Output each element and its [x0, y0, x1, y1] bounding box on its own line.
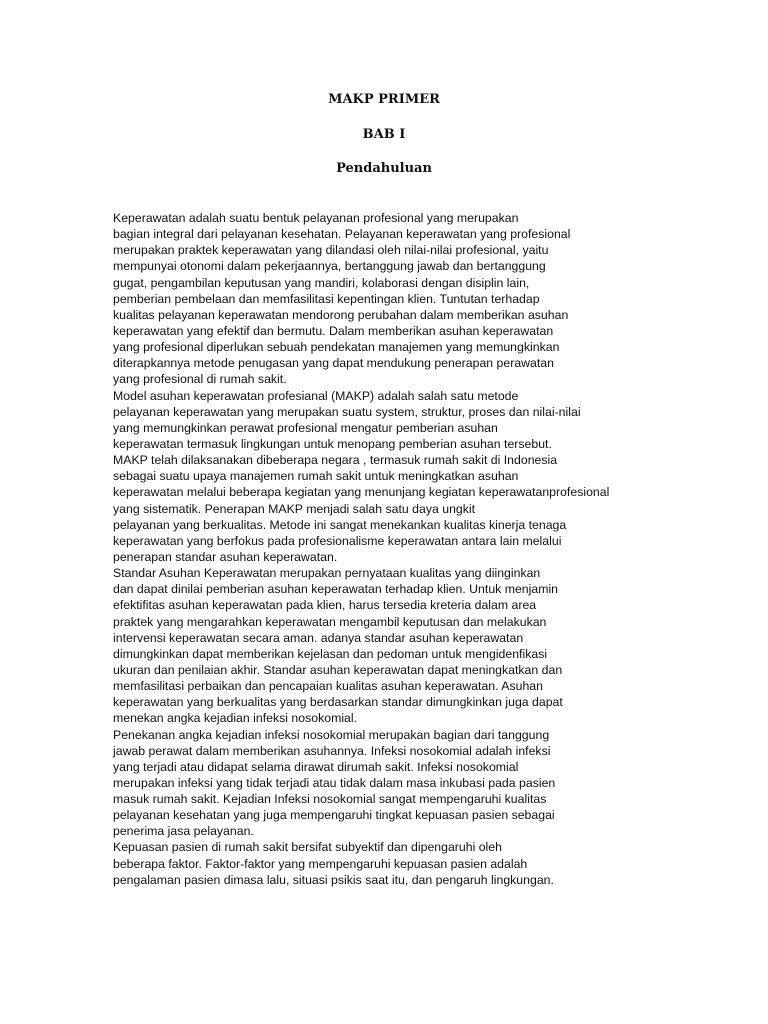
- text-line: diterapkannya metode penugasan yang dapat mendukung penerapan perawatan: [113, 356, 554, 371]
- text-line: dimungkinkan dapat memberikan kejelasan dan pedoman untuk mengidenfikasi: [113, 646, 548, 661]
- text-line: sebagai suatu upaya manajemen rumah sakit untuk meningkatkan asuhan: [113, 469, 519, 484]
- text-line: keperawatan yang berfokus pada profesionalisme keperawatan antara lain melalui: [113, 533, 562, 548]
- text-line: keperawatan yang berkualitas yang berdasarkan standar dimungkinkan juga dapat: [113, 695, 563, 710]
- text-line: beberapa faktor. Faktor-faktor yang mempengaruhi kepuasan pasien adalah: [113, 856, 528, 871]
- text-line: efektifitas asuhan keperawatan pada klien, harus tersedia kreteria dalam area: [113, 598, 537, 613]
- text-line: pelayanan kesehatan yang juga mempengaruhi tingkat kepuasan pasien sebagai: [113, 808, 555, 823]
- text-line: Kepuasan pasien di rumah sakit bersifat subyektif dan dipengaruhi oleh: [113, 840, 502, 855]
- text-line: kualitas pelayanan keperawatan mendorong perubahan dalam memberikan asuhan: [113, 307, 569, 322]
- text-line: yang memungkinkan perawat profesional mengatur pemberian asuhan: [113, 420, 498, 435]
- document-title: MAKP PRIMER: [328, 92, 440, 107]
- text-line: Standar Asuhan Keperawatan merupakan pernyataan kualitas yang diinginkan: [113, 566, 541, 581]
- text-line: memfasilitasi perbaikan dan pencapaian kualitas asuhan keperawatan. Asuhan: [113, 679, 543, 694]
- text-line: masuk rumah sakit. Kejadian Infeksi nosokomial sangat mempengaruhi kualitas: [113, 792, 547, 807]
- text-line: bagian integral dari pelayanan kesehatan. Pelayanan keperawatan yang profesional: [113, 227, 571, 242]
- chapter-heading: BAB I: [362, 127, 406, 142]
- text-line: dan dapat dinilai pemberian asuhan keperawatan terhadap klien. Untuk menjamin: [113, 582, 559, 597]
- text-line: pelayanan yang berkualitas. Metode ini sangat menekankan kualitas kinerja tenaga: [113, 517, 567, 532]
- text-line: menekan angka kejadian infeksi nosokomial.: [113, 711, 358, 726]
- text-line: intervensi keperawatan secara aman. adanya standar asuhan keperawatan: [113, 630, 524, 645]
- text-line: keperawatan melalui beberapa kegiatan yang menunjang kegiatan keperawatanprofesional: [113, 485, 610, 500]
- text-line: keperawatan termasuk lingkungan untuk menopang pemberian asuhan tersebut.: [113, 436, 552, 451]
- text-line: praktek yang mengarahkan keperawatan mengambil keputusan dan melakukan: [113, 614, 547, 629]
- text-line: Model asuhan keperawatan profesianal (MAKP) adalah salah satu metode: [113, 388, 519, 403]
- text-line: keperawatan yang efektif dan bermutu. Dalam memberikan asuhan keperawatan: [113, 323, 554, 338]
- text-line: MAKP telah dilaksanakan dibeberapa negara , termasuk rumah sakit di Indonesia: [113, 453, 558, 468]
- text-line: Keperawatan adalah suatu bentuk pelayanan profesional yang merupakan: [113, 211, 519, 225]
- text-line: merupakan praktek keperawatan yang dilandasi oleh nilai-nilai profesional, yaitu: [113, 243, 549, 258]
- text-line: gugat, pengambilan keputusan yang mandiri, kolaborasi dengan disiplin lain,: [113, 275, 530, 290]
- section-heading: Pendahuluan: [336, 161, 432, 176]
- text-line: yang terjadi atau didapat selama dirawat dirumah sakit. Infeksi nosokomial: [113, 759, 519, 774]
- text-line: pengalaman pasien dimasa lalu, situasi psikis saat itu, dan pengaruh lingkungan.: [113, 872, 554, 887]
- text-line: pelayanan keperawatan yang merupakan suatu system, struktur, proses dan nilai-nilai: [113, 404, 581, 419]
- text-line: penerima jasa pelayanan.: [113, 824, 254, 839]
- text-line: yang sistematik. Penerapan MAKP menjadi salah satu daya ungkit: [113, 501, 476, 516]
- text-line: merupakan infeksi yang tidak terjadi atau tidak dalam masa inkubasi pada pasien: [113, 775, 556, 790]
- text-line: ukuran dan penilaian akhir. Standar asuhan keperawatan dapat meningkatkan dan: [113, 662, 563, 677]
- text-line: penerapan standar asuhan keperawatan.: [113, 549, 338, 564]
- body-text: [113, 210, 663, 888]
- text-line: yang profesional di rumah sakit.: [113, 372, 287, 387]
- text-line: yang profesional diperlukan sebuah pendekatan manajemen yang memungkinkan: [113, 340, 560, 355]
- text-line: mempunyai otonomi dalam pekerjaannya, bertanggung jawab dan bertanggung: [113, 259, 546, 274]
- text-line: jawab perawat dalam memberikan asuhannya. Infeksi nosokomial adalah infeksi: [113, 743, 551, 758]
- text-line: Penekanan angka kejadian infeksi nosokomial merupakan bagian dari tanggung: [113, 727, 550, 742]
- text-line: pemberian pembelaan dan memfasilitasi kepentingan klien. Tuntutan terhadap: [113, 291, 540, 306]
